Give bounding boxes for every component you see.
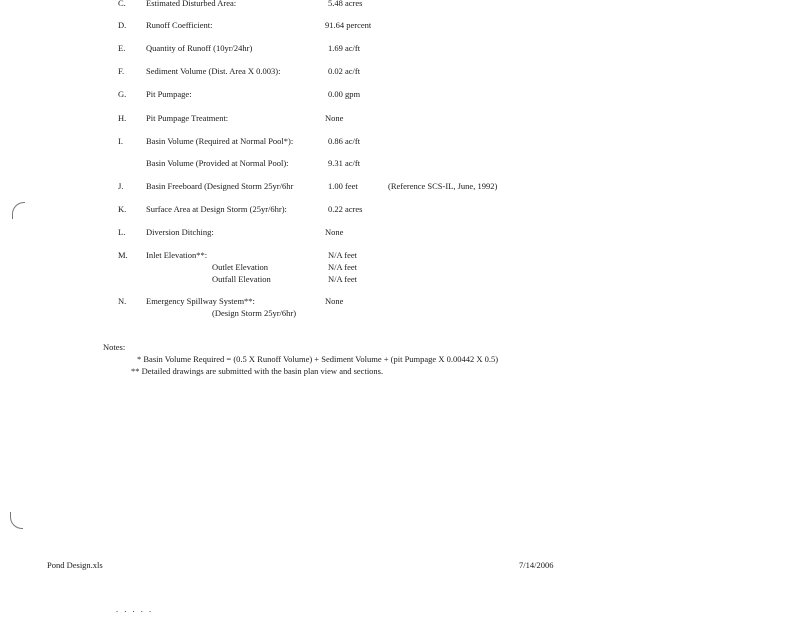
item-value: 5.48 acres — [328, 0, 363, 8]
item-label: Diversion Ditching: — [146, 227, 214, 237]
item-letter: H. — [118, 113, 127, 123]
item-value: 9.31 ac/ft — [328, 158, 361, 168]
item-label: Surface Area at Design Storm (25yr/6hr): — [146, 204, 287, 214]
item-label: Quantity of Runoff (10yr/24hr) — [146, 43, 253, 53]
item-letter: N. — [118, 296, 127, 306]
item-letter: K. — [118, 204, 127, 214]
item-label: Inlet Elevation**: — [146, 250, 208, 260]
item-value: 0.00 gpm — [328, 89, 361, 99]
scan-mark — [10, 512, 23, 529]
footer-date: 7/14/2006 — [519, 560, 554, 570]
footer-filename: Pond Design.xls — [47, 560, 103, 570]
item-label: Estimated Disturbed Area: — [146, 0, 237, 8]
item-value: None — [325, 227, 344, 237]
item-label: Pit Pumpage: — [146, 89, 192, 99]
item-value: 91.64 percent — [325, 20, 372, 30]
item-letter: C. — [118, 0, 126, 8]
item-letter: I. — [118, 136, 123, 146]
sub-label: Outfall Elevation — [212, 274, 271, 284]
item-value: None — [325, 113, 344, 123]
item-label: Runoff Coefficient: — [146, 20, 213, 30]
item-label: Basin Freeboard (Designed Storm 25yr/6hr — [146, 181, 294, 191]
item-value: 0.86 ac/ft — [328, 136, 361, 146]
item-label: Pit Pumpage Treatment: — [146, 113, 229, 123]
item-letter: G. — [118, 89, 127, 99]
note-line: ** Detailed drawings are submitted with the basin plan view and sections. — [131, 366, 384, 376]
notes-heading: Notes: — [103, 342, 126, 352]
sub-label: (Design Storm 25yr/6hr) — [212, 308, 297, 318]
item-note: (Reference SCS-IL, June, 1992) — [388, 181, 498, 191]
sub-value: N/A feet — [328, 274, 358, 284]
item-letter: F. — [118, 66, 125, 76]
item-label: Basin Volume (Provided at Normal Pool): — [146, 158, 289, 168]
item-value: 1.69 ac/ft — [328, 43, 361, 53]
sub-value: N/A feet — [328, 262, 358, 272]
item-letter: E. — [118, 43, 126, 53]
item-label: Sediment Volume (Dist. Area X 0.003): — [146, 66, 281, 76]
footer-dots: . . . . . — [116, 604, 154, 614]
note-line: * Basin Volume Required = (0.5 X Runoff Volume) + Sediment Volume + (pit Pumpage X 0.00442 X 0.5) — [137, 354, 499, 364]
item-value: 0.22 acres — [328, 204, 363, 214]
item-label: Emergency Spillway System**: — [146, 296, 255, 306]
item-label: Basin Volume (Required at Normal Pool*): — [146, 136, 294, 146]
scan-mark — [12, 202, 25, 219]
item-letter: L. — [118, 227, 126, 237]
sub-label: Outlet Elevation — [212, 262, 268, 272]
item-value: 1.00 feet — [328, 181, 358, 191]
item-letter: J. — [118, 181, 124, 191]
item-value: 0.02 ac/ft — [328, 66, 361, 76]
item-letter: M. — [118, 250, 128, 260]
item-value: N/A feet — [328, 250, 358, 260]
item-value: None — [325, 296, 344, 306]
item-letter: D. — [118, 20, 127, 30]
